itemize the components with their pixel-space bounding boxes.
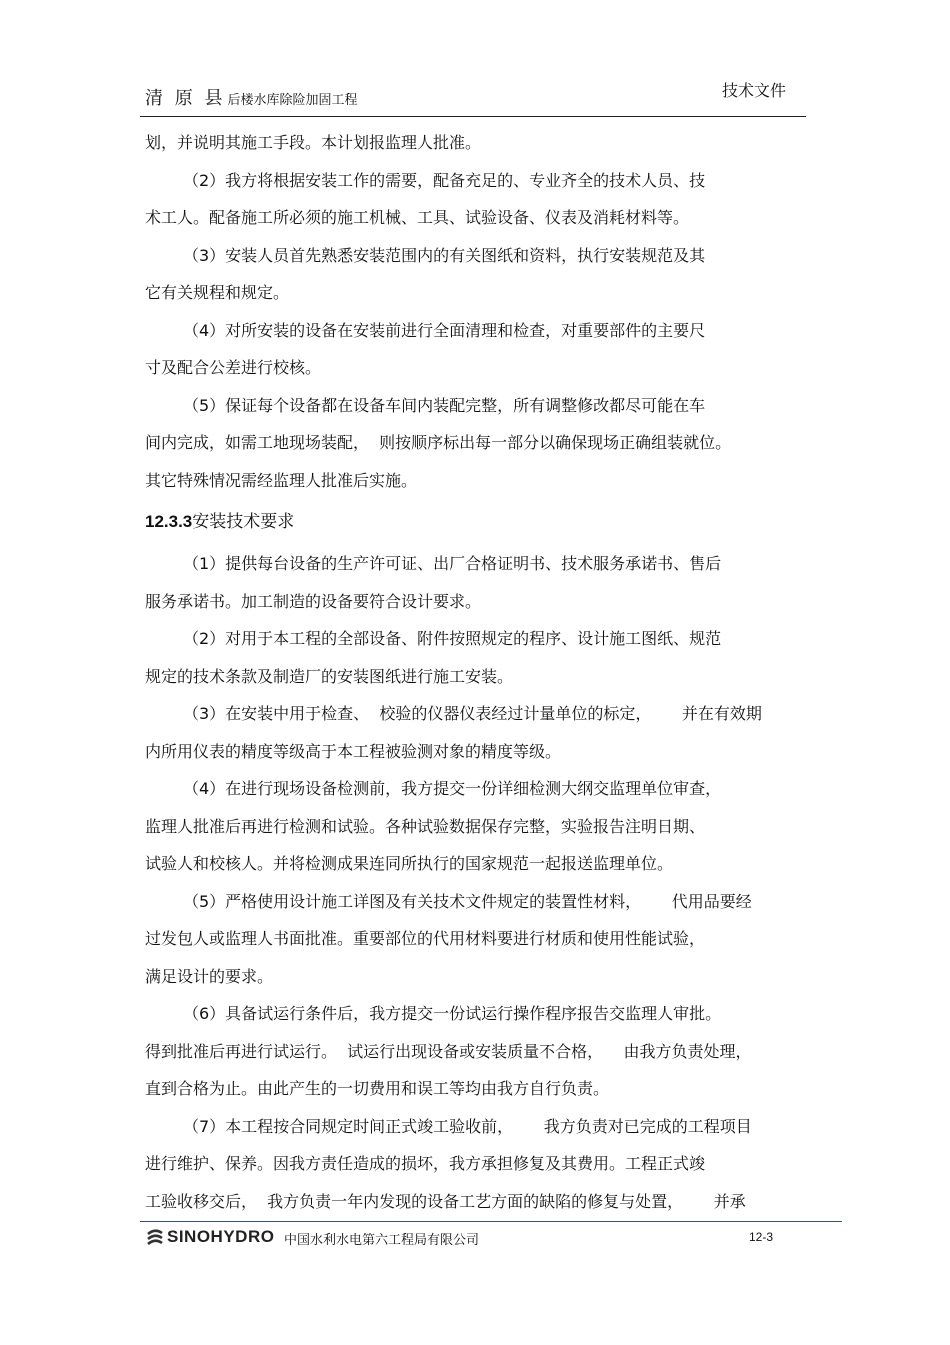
text-line: （3）安装人员首先熟悉安装范围内的有关图纸和资料，执行安装规范及其 (183, 245, 706, 265)
footer-rule (140, 1221, 842, 1222)
text-line: （4）在进行现场设备检测前，我方提交一份详细检测大纲交监理单位审查， (183, 779, 722, 798)
text-line: （4）对所安装的设备在安装前进行全面清理和检查，对重要部件的主要尺 (183, 320, 706, 340)
text-line: 划，并说明其施工手段。本计划报监理人批准。 (145, 133, 482, 152)
sinohydro-logo-icon (145, 1227, 165, 1247)
section-number: 12.3.3 (145, 512, 193, 531)
header-project (145, 84, 357, 110)
footer-company: 中国水利水电第六工程局有限公司 (284, 1233, 480, 1248)
text-line: 过发包人或监理人书面批准。重要部位的代用材料要进行材质和使用性能试验， (145, 929, 706, 948)
text-line: 术工人。配备施工所必须的施工机械、工具、试验设备、仪表及消耗材料等。 (145, 208, 690, 227)
text-line: 规定的技术条款及制造厂的安装图纸进行施工安装。 (145, 666, 514, 686)
text-line: （2）对用于本工程的全部设备、附件按照规定的程序、设计施工图纸、规范 (183, 629, 722, 648)
text-line: 满足设计的要求。 (145, 966, 274, 986)
section-title: 安装技术要求 (192, 512, 295, 532)
text-line: （3）在安装中用于检查、 校验的仪器仪表经过计量单位的标定， 并在有效期 (183, 704, 762, 723)
text-line: 得到批准后再进行试运行。 试运行出现设备或安装质量不合格， 由我方负责处理， (145, 1041, 752, 1061)
header-rule (140, 116, 806, 117)
text-line: （5）保证每个设备都在设备车间内装配完整，所有调整修改都尽可能在车 (183, 395, 706, 415)
text-line: （6）具备试运行条件后，我方提交一份试运行操作程序报告交监理人审批。 (183, 1004, 722, 1023)
footer-logo (145, 1226, 274, 1248)
text-line: （1）提供每台设备的生产许可证、出厂合格证明书、技术服务承诺书、售后 (183, 554, 722, 573)
text-line: 监理人批准后再进行检测和试验。各种试验数据保存完整，实验报告注明日期、 (145, 816, 706, 836)
text-line: 服务承诺书。加工制造的设备要符合设计要求。 (145, 591, 482, 611)
text-line: 其它特殊情况需经监理人批准后实施。 (145, 470, 418, 490)
text-line: 直到合格为止。由此产生的一切费用和误工等均由我方自行负责。 (145, 1079, 610, 1098)
page-number: 12-3 (749, 1230, 774, 1244)
header-county: 清 原 县 (145, 88, 226, 109)
text-line: 内所用仪表的精度等级高于本工程被验测对象的精度等级。 (145, 741, 562, 761)
text-line: 间内完成，如需工地现场装配， 则按顺序标出每一部分以确保现场正确组装就位。 (145, 433, 732, 452)
body-text (145, 124, 807, 1220)
text-line: （7）本工程按合同规定时间正式竣工验收前， 我方负责对已完成的工程项目 (183, 1116, 752, 1136)
header-doc-type: 技术文件 (722, 81, 787, 100)
logo-text: SINOHYDRO (167, 1227, 275, 1246)
text-line: 试验人和校核人。并将检测成果连同所执行的国家规范一起报送监理单位。 (145, 854, 674, 873)
text-line: 工验收移交后， 我方负责一年内发现的设备工艺方面的缺陷的修复与处置， 并承 (145, 1191, 746, 1211)
section-heading (145, 499, 807, 545)
text-line: （5）严格使用设计施工详图及有关技术文件规定的装置性材料， 代用品要经 (183, 891, 752, 911)
header-project-name: 后楼水库除险加固工程 (227, 93, 358, 108)
text-line: 寸及配合公差进行校核。 (145, 358, 322, 377)
text-line: 进行维护、保养。因我方责任造成的损坏，我方承担修复及其费用。工程正式竣 (145, 1154, 706, 1173)
text-line: （2）我方将根据安装工作的需要，配备充足的、专业齐全的技术人员、技 (183, 170, 706, 190)
text-line: 它有关规程和规定。 (145, 283, 290, 302)
